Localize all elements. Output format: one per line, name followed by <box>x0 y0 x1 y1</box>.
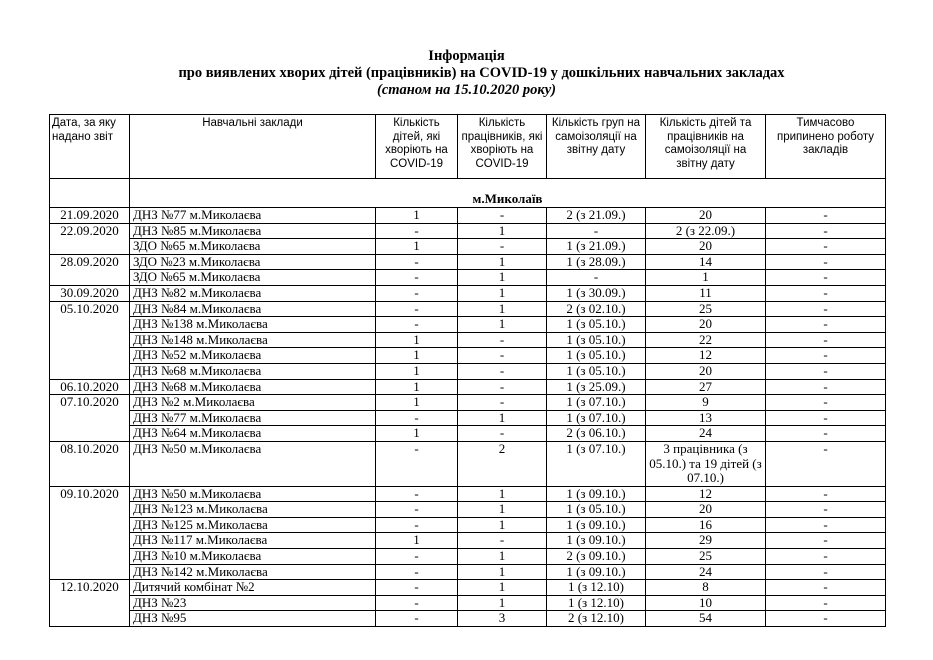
isolated-people-cell: 11 <box>646 285 766 301</box>
heading-subtitle: про виявлених хворих дітей (працівників) на COVID-19 у дошкільних навчальних закладах <box>178 65 785 81</box>
isolated-groups-cell: 1 (з 09.10.) <box>547 564 646 580</box>
closed-cell: - <box>766 270 886 286</box>
isolated-groups-cell: 1 (з 30.09.) <box>547 285 646 301</box>
isolated-people-cell: 1 <box>646 270 766 286</box>
closed-cell: - <box>766 223 886 239</box>
isolated-groups-cell: 1 (з 25.09.) <box>547 379 646 395</box>
institution-cell: ДНЗ №117 м.Миколаєва <box>130 533 376 549</box>
closed-cell: - <box>766 410 886 426</box>
institution-cell: ЗДО №65 м.Миколаєва <box>130 270 376 286</box>
closed-cell: - <box>766 208 886 224</box>
report-date-cell: 30.09.2020 <box>50 285 130 301</box>
table-row <box>50 301 886 317</box>
isolated-people-cell: 8 <box>646 580 766 596</box>
sick-staff-cell: - <box>458 363 547 379</box>
institution-cell: ДНЗ №64 м.Миколаєва <box>130 426 376 442</box>
isolated-people-cell: 10 <box>646 595 766 611</box>
table-row <box>50 441 886 486</box>
isolated-people-cell: 27 <box>646 379 766 395</box>
col-header-sick-children: Кількість дітей, які хворіють на COVID-19 <box>376 115 458 179</box>
isolated-people-cell: 20 <box>646 363 766 379</box>
isolated-people-cell: 20 <box>646 502 766 518</box>
city-row <box>50 179 886 208</box>
isolated-people-cell: 14 <box>646 254 766 270</box>
col-header-isolated-groups: Кількість груп на самоізоляції на звітну дату <box>547 115 646 179</box>
sick-children-cell: - <box>376 486 458 502</box>
institution-cell: ДНЗ №68 м.Миколаєва <box>130 379 376 395</box>
isolated-groups-cell: 1 (з 09.10.) <box>547 517 646 533</box>
table-row <box>50 395 886 411</box>
sick-children-cell: - <box>376 611 458 627</box>
report-date-cell <box>50 564 130 580</box>
institution-cell: ДНЗ №84 м.Миколаєва <box>130 301 376 317</box>
sick-staff-cell: - <box>458 239 547 255</box>
institution-cell: ДНЗ №138 м.Миколаєва <box>130 317 376 333</box>
closed-cell: - <box>766 441 886 486</box>
sick-children-cell: - <box>376 301 458 317</box>
sick-children-cell: 1 <box>376 533 458 549</box>
closed-cell: - <box>766 363 886 379</box>
col-header-date: Дата, за яку надано звіт <box>50 115 130 179</box>
isolated-people-cell: 13 <box>646 410 766 426</box>
report-date-cell: 12.10.2020 <box>50 580 130 596</box>
closed-cell: - <box>766 486 886 502</box>
report-date-cell <box>50 502 130 518</box>
report-date-cell <box>50 332 130 348</box>
sick-staff-cell: 1 <box>458 285 547 301</box>
isolated-groups-cell: 2 (з 12.10) <box>547 611 646 627</box>
sick-children-cell: 1 <box>376 379 458 395</box>
table-row <box>50 270 886 286</box>
isolated-groups-cell: 1 (з 05.10.) <box>547 348 646 364</box>
institution-cell: ЗДО №65 м.Миколаєва <box>130 239 376 255</box>
sick-children-cell: - <box>376 441 458 486</box>
isolated-people-cell: 20 <box>646 208 766 224</box>
sick-staff-cell: 1 <box>458 564 547 580</box>
isolated-groups-cell: 1 (з 12.10) <box>547 595 646 611</box>
institution-cell: ДНЗ №148 м.Миколаєва <box>130 332 376 348</box>
table-row <box>50 611 886 627</box>
sick-staff-cell: - <box>458 208 547 224</box>
report-date-cell: 09.10.2020 <box>50 486 130 502</box>
table-row <box>50 363 886 379</box>
sick-staff-cell: - <box>458 348 547 364</box>
sick-children-cell: 1 <box>376 426 458 442</box>
sick-staff-cell: 1 <box>458 270 547 286</box>
isolated-groups-cell: 1 (з 05.10.) <box>547 332 646 348</box>
table-row <box>50 208 886 224</box>
isolated-people-cell: 29 <box>646 533 766 549</box>
closed-cell: - <box>766 549 886 565</box>
table-row <box>50 379 886 395</box>
isolated-groups-cell: 1 (з 09.10.) <box>547 533 646 549</box>
sick-staff-cell: 1 <box>458 223 547 239</box>
sick-staff-cell: 1 <box>458 486 547 502</box>
closed-cell: - <box>766 239 886 255</box>
sick-children-cell: - <box>376 410 458 426</box>
sick-children-cell: - <box>376 223 458 239</box>
closed-cell: - <box>766 285 886 301</box>
isolated-groups-cell: 1 (з 07.10.) <box>547 441 646 486</box>
isolated-groups-cell: 2 (з 09.10.) <box>547 549 646 565</box>
institution-cell: ДНЗ №23 <box>130 595 376 611</box>
closed-cell: - <box>766 564 886 580</box>
isolated-people-cell: 12 <box>646 348 766 364</box>
isolated-people-cell: 25 <box>646 549 766 565</box>
table-row <box>50 332 886 348</box>
sick-staff-cell: 1 <box>458 549 547 565</box>
closed-cell: - <box>766 332 886 348</box>
institution-cell: Дитячий комбінат №2 <box>130 580 376 596</box>
isolated-people-cell: 9 <box>646 395 766 411</box>
closed-cell: - <box>766 301 886 317</box>
closed-cell: - <box>766 348 886 364</box>
institution-cell: ДНЗ №68 м.Миколаєва <box>130 363 376 379</box>
institution-cell: ДНЗ №142 м.Миколаєва <box>130 564 376 580</box>
table-header-row <box>50 115 886 179</box>
sick-staff-cell: 1 <box>458 517 547 533</box>
report-date-cell <box>50 595 130 611</box>
closed-cell: - <box>766 502 886 518</box>
isolated-groups-cell: 2 (з 02.10.) <box>547 301 646 317</box>
sick-children-cell: - <box>376 270 458 286</box>
report-date-cell <box>50 549 130 565</box>
sick-children-cell: 1 <box>376 332 458 348</box>
isolated-people-cell: 24 <box>646 426 766 442</box>
table-row <box>50 223 886 239</box>
report-date-cell: 08.10.2020 <box>50 441 130 486</box>
closed-cell: - <box>766 611 886 627</box>
institution-cell: ДНЗ №2 м.Миколаєва <box>130 395 376 411</box>
report-date-cell <box>50 611 130 627</box>
table-row <box>50 502 886 518</box>
closed-cell: - <box>766 317 886 333</box>
sick-staff-cell: 1 <box>458 580 547 596</box>
isolated-people-cell: 54 <box>646 611 766 627</box>
report-date-cell: 21.09.2020 <box>50 208 130 224</box>
table-row <box>50 426 886 442</box>
document-heading <box>0 48 933 99</box>
city-name: м.Миколаїв <box>130 179 886 208</box>
report-date-cell <box>50 317 130 333</box>
institution-cell: ДНЗ №77 м.Миколаєва <box>130 410 376 426</box>
sick-children-cell: 1 <box>376 208 458 224</box>
col-header-institutions: Навчальні заклади <box>130 115 376 179</box>
isolated-groups-cell: 2 (з 06.10.) <box>547 426 646 442</box>
heading-date: (станом на 15.10.2020 року) <box>376 82 556 98</box>
sick-staff-cell: - <box>458 426 547 442</box>
table-row <box>50 549 886 565</box>
col-header-isolated-people: Кількість дітей та працівників на самоізоляції на звітну дату <box>646 115 766 179</box>
report-date-cell <box>50 410 130 426</box>
closed-cell: - <box>766 533 886 549</box>
institution-cell: ДНЗ №52 м.Миколаєва <box>130 348 376 364</box>
closed-cell: - <box>766 395 886 411</box>
table-row <box>50 348 886 364</box>
isolated-groups-cell: 1 (з 07.10.) <box>547 410 646 426</box>
report-date-cell: 07.10.2020 <box>50 395 130 411</box>
sick-children-cell: - <box>376 564 458 580</box>
sick-children-cell: 1 <box>376 395 458 411</box>
sick-children-cell: 1 <box>376 363 458 379</box>
table-row <box>50 410 886 426</box>
closed-cell: - <box>766 254 886 270</box>
isolated-people-cell: 16 <box>646 517 766 533</box>
isolated-groups-cell: 1 (з 28.09.) <box>547 254 646 270</box>
isolated-groups-cell: - <box>547 270 646 286</box>
institution-cell: ДНЗ №123 м.Миколаєва <box>130 502 376 518</box>
institution-cell: ДНЗ №50 м.Миколаєва <box>130 486 376 502</box>
sick-children-cell: - <box>376 254 458 270</box>
report-date-cell <box>50 533 130 549</box>
isolated-groups-cell: 1 (з 09.10.) <box>547 486 646 502</box>
table-row <box>50 595 886 611</box>
isolated-groups-cell: - <box>547 223 646 239</box>
report-date-cell: 28.09.2020 <box>50 254 130 270</box>
institution-cell: ДНЗ №82 м.Миколаєва <box>130 285 376 301</box>
report-date-cell <box>50 270 130 286</box>
report-date-cell <box>50 348 130 364</box>
institution-cell: ДНЗ №95 <box>130 611 376 627</box>
closed-cell: - <box>766 379 886 395</box>
sick-children-cell: - <box>376 285 458 301</box>
table-row <box>50 239 886 255</box>
sick-staff-cell: - <box>458 533 547 549</box>
institution-cell: ЗДО №23 м.Миколаєва <box>130 254 376 270</box>
table-row <box>50 564 886 580</box>
sick-children-cell: - <box>376 580 458 596</box>
report-date-cell <box>50 363 130 379</box>
report-date-cell <box>50 517 130 533</box>
isolated-people-cell: 24 <box>646 564 766 580</box>
sick-children-cell: 1 <box>376 348 458 364</box>
sick-staff-cell: - <box>458 379 547 395</box>
isolated-people-cell: 2 (з 22.09.) <box>646 223 766 239</box>
institution-cell: ДНЗ №50 м.Миколаєва <box>130 441 376 486</box>
sick-staff-cell: 1 <box>458 595 547 611</box>
heading-title: Інформація <box>428 48 505 64</box>
isolated-groups-cell: 1 (з 12.10) <box>547 580 646 596</box>
table-row <box>50 317 886 333</box>
sick-staff-cell: 1 <box>458 317 547 333</box>
sick-children-cell: - <box>376 317 458 333</box>
closed-cell: - <box>766 517 886 533</box>
sick-staff-cell: - <box>458 395 547 411</box>
closed-cell: - <box>766 595 886 611</box>
sick-children-cell: - <box>376 502 458 518</box>
report-date-cell <box>50 426 130 442</box>
sick-children-cell: - <box>376 549 458 565</box>
institution-cell: ДНЗ №77 м.Миколаєва <box>130 208 376 224</box>
sick-children-cell: - <box>376 517 458 533</box>
isolated-groups-cell: 1 (з 05.10.) <box>547 317 646 333</box>
isolated-people-cell: 20 <box>646 239 766 255</box>
table-row <box>50 517 886 533</box>
sick-staff-cell: 3 <box>458 611 547 627</box>
report-date-cell: 05.10.2020 <box>50 301 130 317</box>
isolated-groups-cell: 1 (з 21.09.) <box>547 239 646 255</box>
table-row <box>50 533 886 549</box>
sick-staff-cell: 1 <box>458 301 547 317</box>
closed-cell: - <box>766 426 886 442</box>
isolated-groups-cell: 2 (з 21.09.) <box>547 208 646 224</box>
table-row <box>50 580 886 596</box>
report-date-cell <box>50 239 130 255</box>
report-date-cell: 06.10.2020 <box>50 379 130 395</box>
sick-staff-cell: 1 <box>458 502 547 518</box>
isolated-groups-cell: 1 (з 05.10.) <box>547 502 646 518</box>
closed-cell: - <box>766 580 886 596</box>
table-row <box>50 254 886 270</box>
isolated-people-cell: 22 <box>646 332 766 348</box>
table-row <box>50 486 886 502</box>
col-header-sick-staff: Кількість працівників, які хворіють на COVID-19 <box>458 115 547 179</box>
table-row <box>50 285 886 301</box>
institution-cell: ДНЗ №10 м.Миколаєва <box>130 549 376 565</box>
isolated-people-cell: 3 працівника (з 05.10.) та 19 дітей (з 07.10.) <box>646 441 766 486</box>
isolated-people-cell: 25 <box>646 301 766 317</box>
isolated-people-cell: 12 <box>646 486 766 502</box>
report-date-cell: 22.09.2020 <box>50 223 130 239</box>
sick-staff-cell: - <box>458 332 547 348</box>
sick-children-cell: 1 <box>376 239 458 255</box>
isolated-people-cell: 20 <box>646 317 766 333</box>
sick-children-cell: - <box>376 595 458 611</box>
covid-cases-table <box>49 114 886 627</box>
institution-cell: ДНЗ №85 м.Миколаєва <box>130 223 376 239</box>
institution-cell: ДНЗ №125 м.Миколаєва <box>130 517 376 533</box>
sick-staff-cell: 2 <box>458 441 547 486</box>
sick-staff-cell: 1 <box>458 254 547 270</box>
isolated-groups-cell: 1 (з 05.10.) <box>547 363 646 379</box>
col-header-closed: Тимчасово припинено роботу закладів <box>766 115 886 179</box>
sick-staff-cell: 1 <box>458 410 547 426</box>
city-row-date-cell <box>50 179 130 208</box>
isolated-groups-cell: 1 (з 07.10.) <box>547 395 646 411</box>
